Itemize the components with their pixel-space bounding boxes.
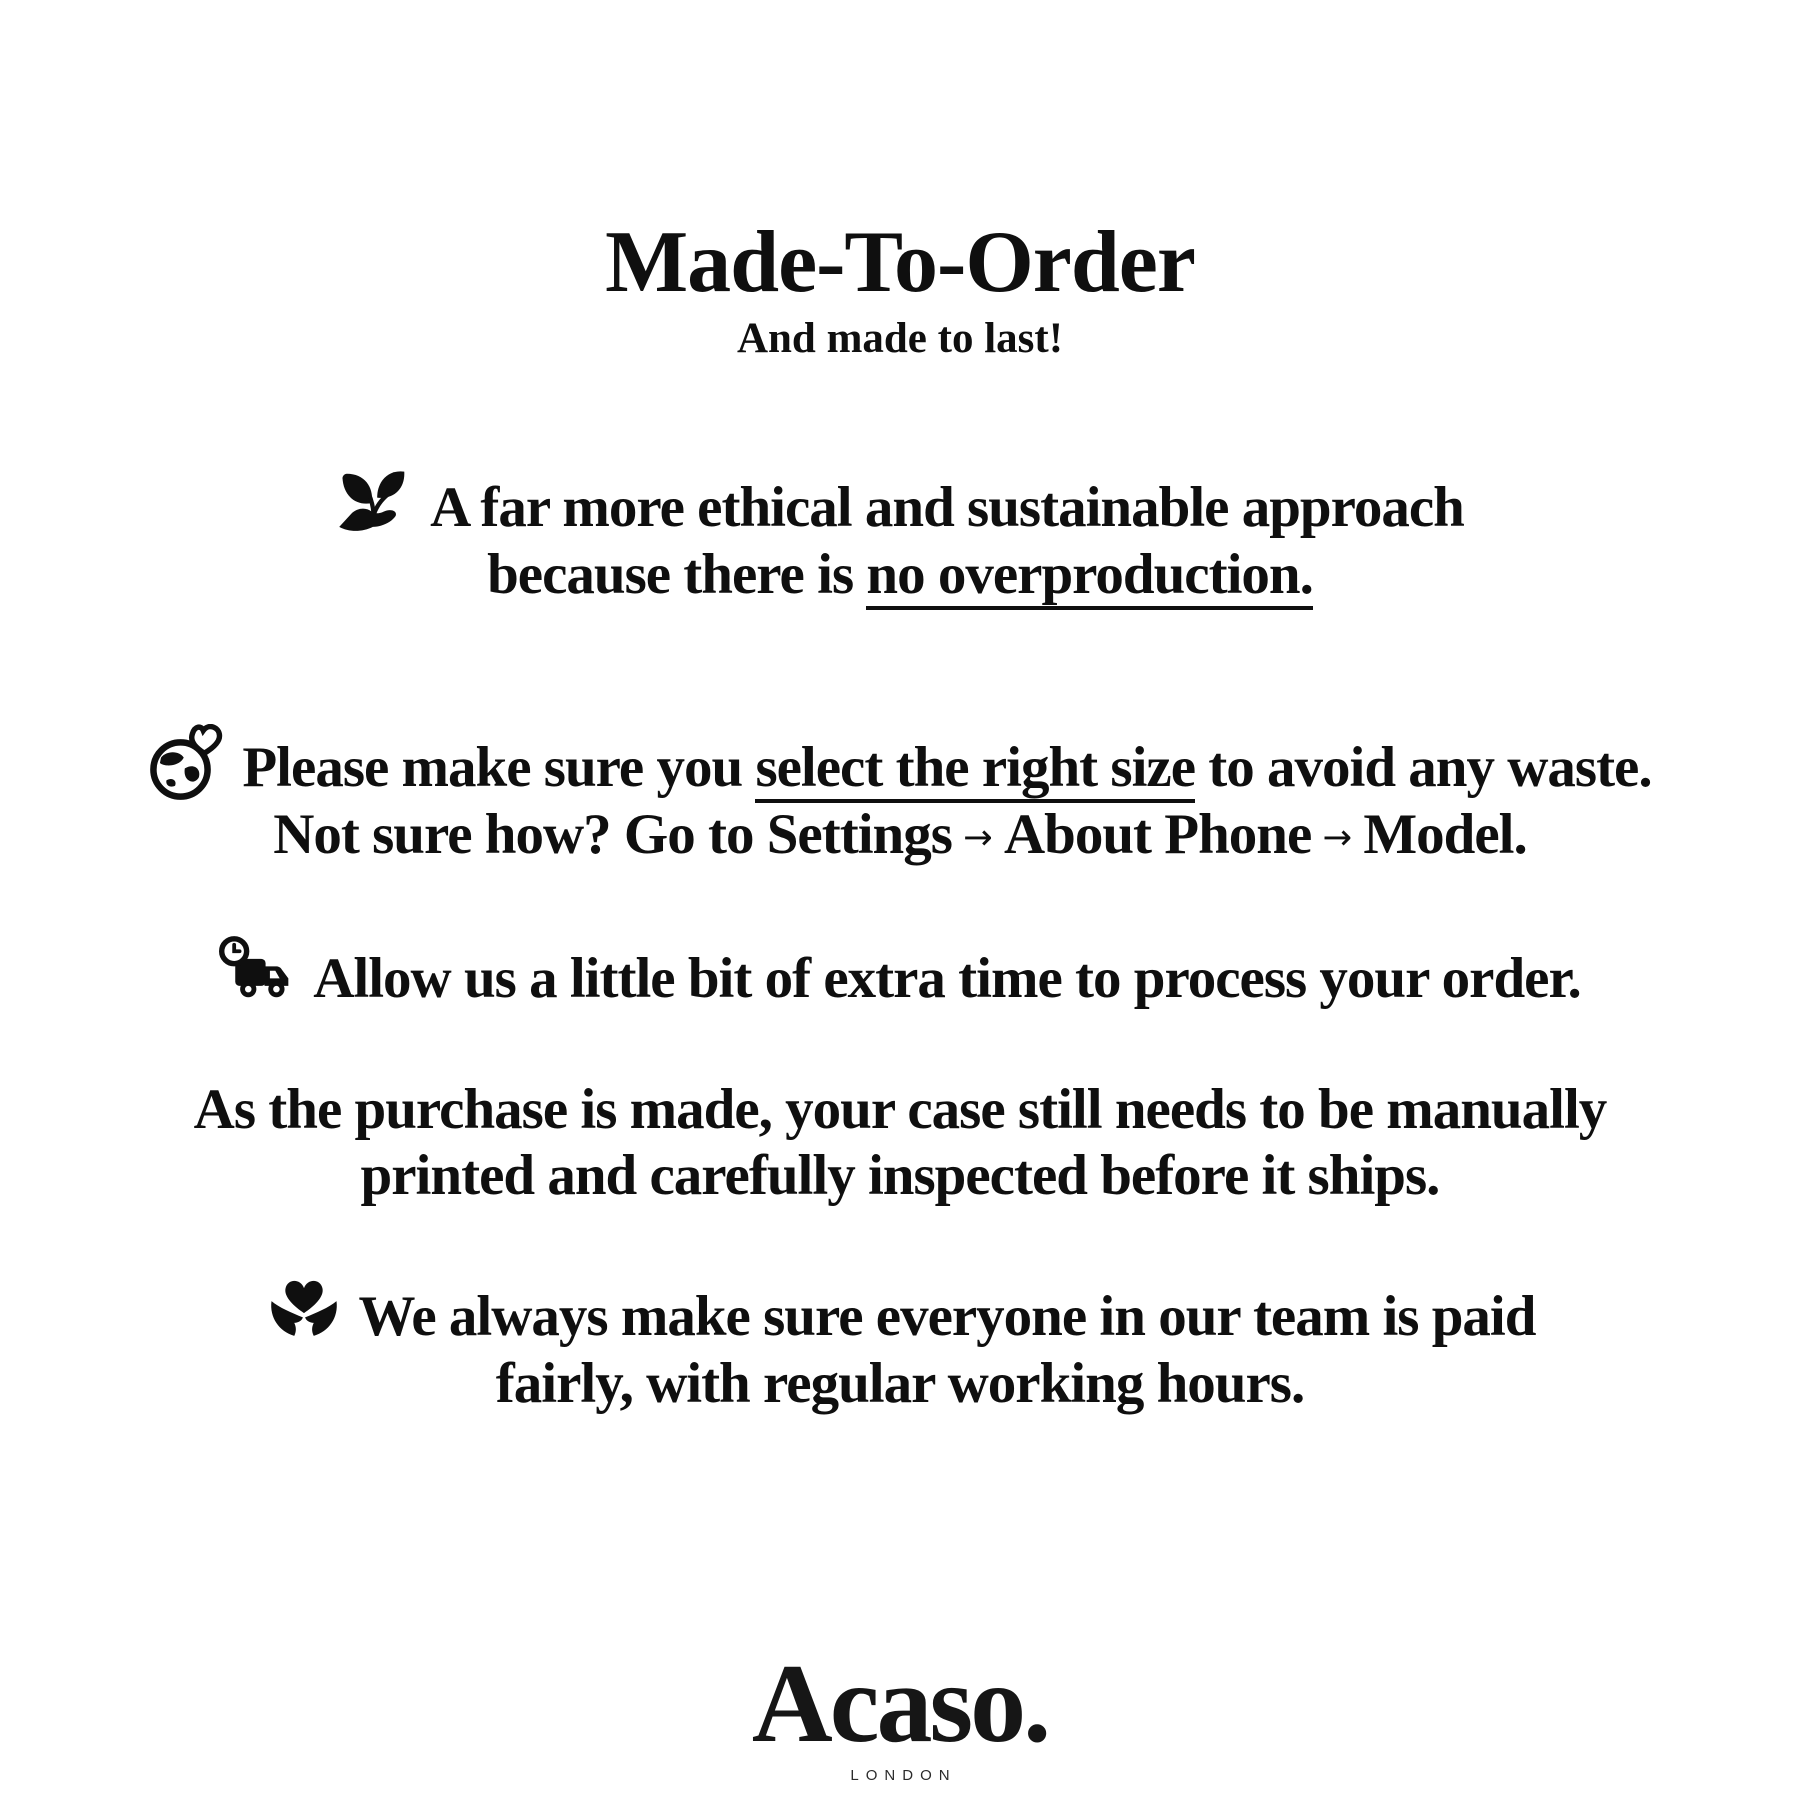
text-segment: About Phone (1003, 803, 1312, 866)
text-segment: We always make sure everyone in our team is paid (358, 1285, 1536, 1348)
text-segment: Not sure how? Go to Settings (273, 803, 952, 866)
arrow-glyph: → (951, 817, 1004, 858)
text-segment: Allow us a little bit of extra time to process your order. (313, 947, 1581, 1010)
hand-holding-seedling-icon (336, 464, 414, 542)
text-segment: Model. (1363, 803, 1527, 866)
delivery-truck-clock-icon (219, 935, 297, 1013)
text-segment: fairly, with regular working hours. (495, 1352, 1305, 1415)
text-segment: Please make sure you (242, 736, 756, 799)
info-paragraph (148, 1077, 1651, 1209)
brand-location: LONDON (850, 1767, 957, 1784)
info-paragraph (148, 464, 1651, 608)
info-paragraph (148, 1273, 1651, 1417)
paragraph-line (148, 542, 1651, 608)
paragraph-line (148, 1273, 1651, 1351)
paragraph-line (148, 802, 1651, 871)
paragraph-line (148, 1143, 1651, 1209)
paragraph-line (148, 464, 1651, 542)
globe-heart-icon (148, 724, 226, 802)
text-segment: As the purchase is made, your case still needs to be manually (193, 1078, 1607, 1141)
underlined-text: select the right size (755, 736, 1195, 803)
page-subtitle: And made to last! (736, 315, 1064, 362)
text-segment: because there is (487, 543, 867, 606)
paragraph-line (148, 1077, 1651, 1143)
underlined-text: no overproduction. (866, 543, 1313, 610)
text-segment: printed and carefully inspected before it ships. (360, 1144, 1440, 1207)
text-segment: A far more ethical and sustainable approach (430, 476, 1464, 539)
paragraph-line (148, 1351, 1651, 1417)
info-list (148, 464, 1651, 1481)
info-paragraph (148, 935, 1651, 1013)
paragraph-line (148, 724, 1651, 802)
arrow-glyph: → (1311, 817, 1364, 858)
header (605, 0, 1195, 364)
info-paragraph (148, 724, 1651, 871)
text-segment: to avoid any waste. (1195, 736, 1652, 799)
paragraph-line (148, 935, 1651, 1013)
brand-footer (751, 1642, 1049, 1787)
page-title: Made-To-Order (605, 214, 1195, 311)
brand-logo: Acaso. (751, 1642, 1049, 1766)
hands-holding-heart-icon (265, 1273, 343, 1351)
